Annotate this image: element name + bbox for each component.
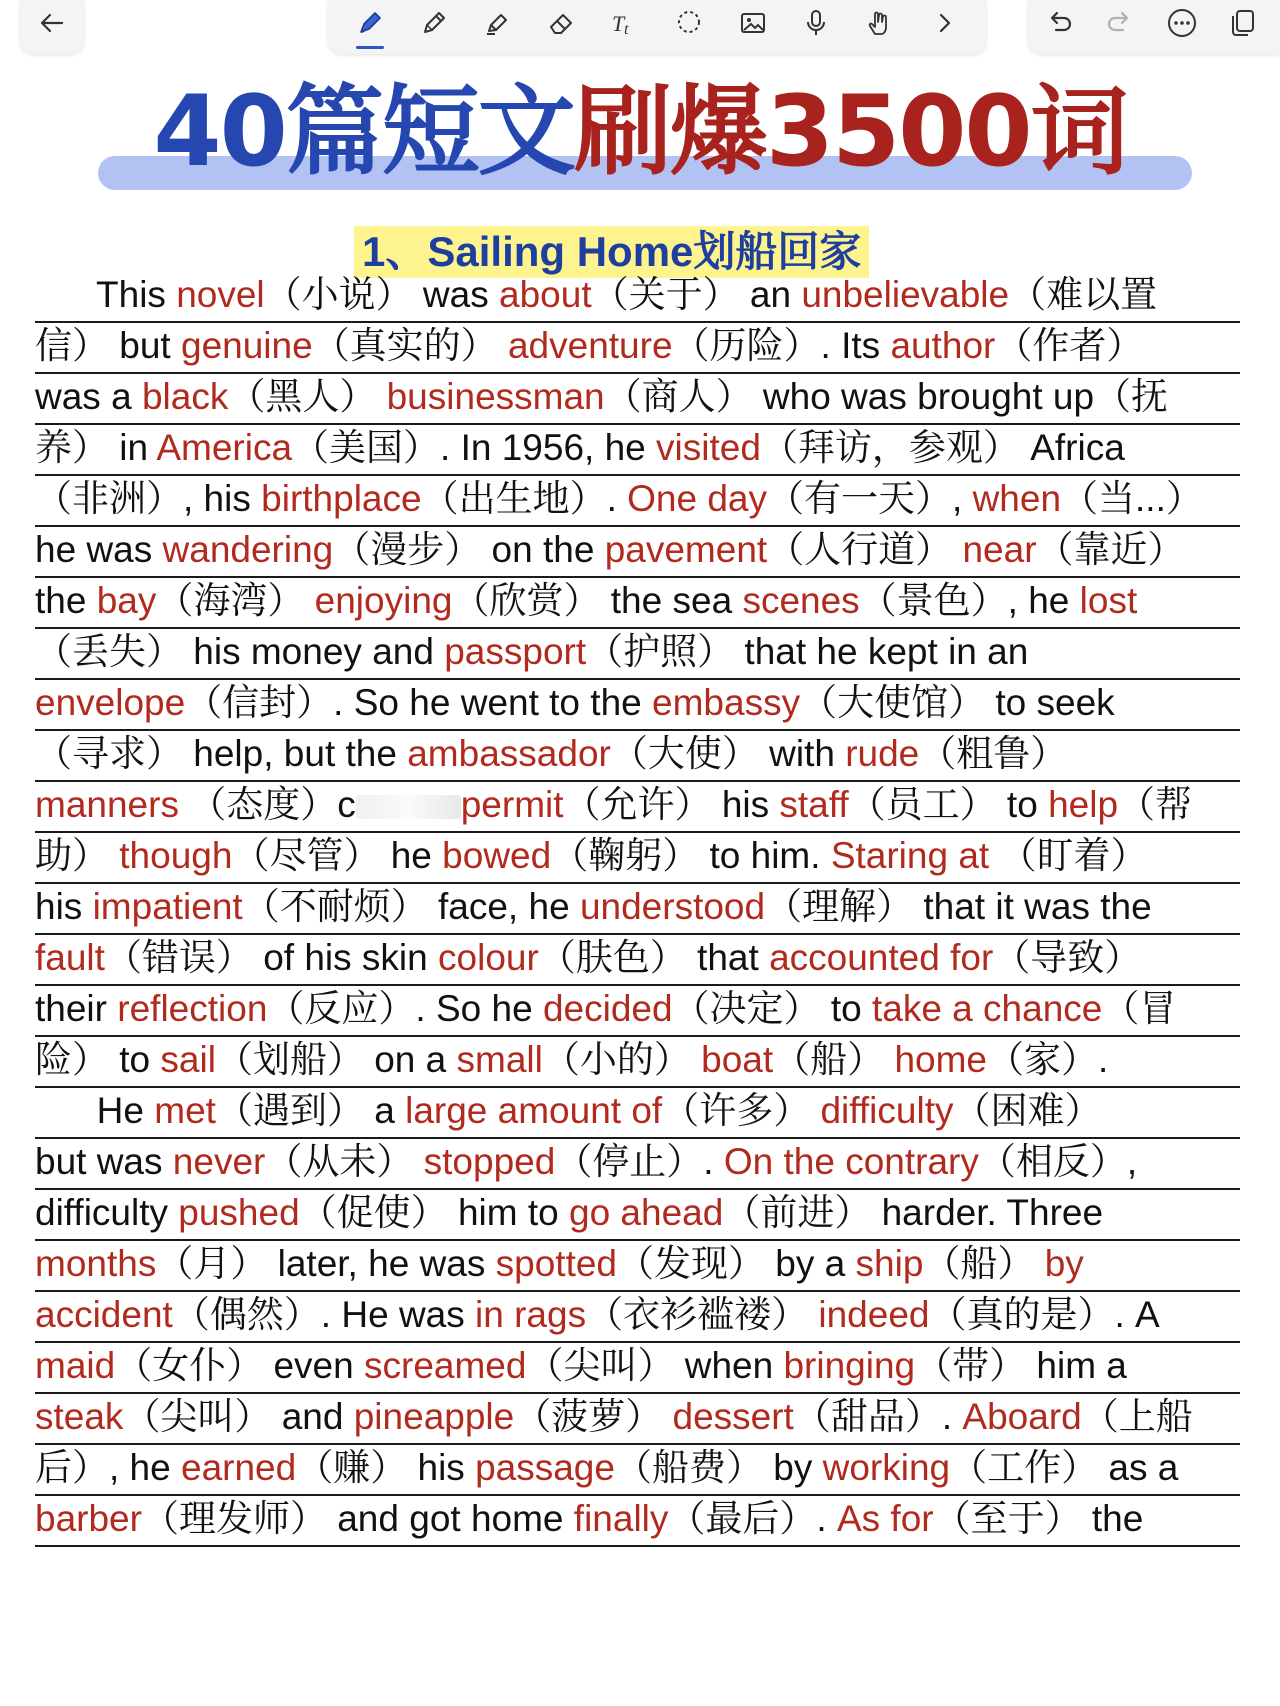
redo-icon[interactable] — [1100, 3, 1140, 43]
vocab-word: colour — [438, 937, 539, 978]
text-segment: （关于） an — [591, 274, 802, 315]
text-segment: （导致） — [993, 937, 1142, 978]
vocab-word: manners — [35, 784, 179, 825]
text-line — [35, 930, 1240, 986]
text-line — [35, 1287, 1240, 1343]
text-segment: （历险）. Its — [672, 325, 891, 366]
vocab-word: lost — [1079, 580, 1138, 621]
text-segment: （女仆） even — [115, 1345, 364, 1386]
text-segment: but was — [35, 1141, 173, 1182]
text-segment: （困难） — [953, 1090, 1102, 1131]
text-line — [35, 1083, 1240, 1139]
text-segment: （偶然）. He was — [172, 1294, 476, 1335]
vocab-word: dessert — [672, 1396, 794, 1437]
text-segment: （月） later, he was — [156, 1243, 496, 1284]
text-segment: （最后）. — [668, 1498, 837, 1539]
vocab-word: large amount of — [405, 1090, 663, 1131]
redacted-blur — [356, 795, 461, 819]
vocab-word: reflection — [117, 988, 268, 1029]
vocab-word: As for — [836, 1498, 934, 1539]
text-segment: （态度）c — [178, 784, 356, 825]
text-segment: （寻求） help, but the — [35, 733, 408, 774]
text-line — [35, 1440, 1240, 1496]
vocab-word: barber — [35, 1498, 142, 1539]
vocab-word: earned — [181, 1447, 297, 1488]
vocab-word: home — [894, 1039, 988, 1080]
toolbar-tools-group — [328, 0, 986, 54]
text-segment: （丢失） his money and — [35, 631, 445, 672]
vocab-word: pavement — [604, 529, 768, 570]
text-segment: （粗鲁） — [919, 733, 1068, 774]
text-segment: （盯着） — [989, 835, 1148, 876]
text-segment: （信封）. So he went to the — [185, 682, 653, 723]
vocab-word: ambassador — [407, 733, 611, 774]
vocab-word: never — [172, 1141, 266, 1182]
pencil-icon[interactable] — [414, 3, 454, 43]
text-segment: （大使馆） to seek — [800, 682, 1115, 723]
text-segment: （决定） to — [672, 988, 872, 1029]
vocab-word: met — [154, 1090, 216, 1131]
pen-icon[interactable] — [350, 3, 390, 43]
text-line — [35, 369, 1240, 425]
vocab-word: novel — [176, 274, 265, 315]
text-segment: （帮 — [1118, 784, 1193, 825]
text-segment: 信） but — [35, 325, 181, 366]
text-line — [35, 522, 1240, 578]
vocab-word: when — [972, 478, 1062, 519]
text-segment: （反应）. So he — [267, 988, 543, 1029]
microphone-icon[interactable] — [796, 3, 836, 43]
undo-icon[interactable] — [1039, 3, 1079, 43]
vocab-word: fault — [35, 937, 105, 978]
text-segment: （小的） — [542, 1039, 702, 1080]
vocab-word: pushed — [178, 1192, 300, 1233]
vocab-word: take a chance — [871, 988, 1103, 1029]
vocab-word: stopped — [423, 1141, 556, 1182]
text-segment: （海湾） — [156, 580, 315, 621]
text-line — [35, 1338, 1240, 1394]
vocab-word: bowed — [442, 835, 552, 876]
vocab-word: unbelievable — [801, 274, 1010, 315]
text-segment: （家）. — [987, 1039, 1109, 1080]
text-segment: （从未） — [265, 1141, 424, 1182]
lasso-icon[interactable] — [669, 3, 709, 43]
text-segment: （大使） with — [610, 733, 846, 774]
text-segment: （当...） — [1061, 478, 1203, 519]
text-segment: （漫步） on the — [333, 529, 605, 570]
text-line — [35, 624, 1240, 680]
text-segment: （船） — [773, 1039, 895, 1080]
text-segment: （理发师） and got home — [141, 1498, 574, 1539]
text-segment: （欣赏） the sea — [452, 580, 743, 621]
text-segment: （非洲）, his — [35, 478, 262, 519]
text-line — [35, 828, 1240, 884]
text-segment: （鞠躬） to him. — [551, 835, 831, 876]
svg-text:t: t — [624, 21, 629, 38]
text-line — [35, 879, 1240, 935]
vocab-word: difficulty — [820, 1090, 954, 1131]
text-segment: He — [35, 1090, 155, 1131]
text-segment: （许多） — [662, 1090, 821, 1131]
text-segment: （员工） to — [848, 784, 1049, 825]
vocab-word: adventure — [507, 325, 673, 366]
vocab-word: America — [156, 427, 293, 468]
page-title — [0, 72, 1280, 192]
text-segment: （促使） him to — [299, 1192, 569, 1233]
text-segment: （真实的） — [312, 325, 508, 366]
text-segment: （小说） was — [264, 274, 500, 315]
text-segment: their — [35, 988, 118, 1029]
vocab-word: boat — [701, 1039, 774, 1080]
text-segment: （船） — [923, 1243, 1045, 1284]
text-segment: （真的是）. A — [929, 1294, 1160, 1335]
highlighter-icon[interactable] — [477, 3, 517, 43]
text-segment: （尖叫） when — [526, 1345, 784, 1386]
vocab-word: genuine — [181, 325, 313, 366]
vocab-word: months — [35, 1243, 157, 1284]
vocab-word: in rags — [475, 1294, 587, 1335]
text-line — [35, 420, 1240, 476]
text-line — [35, 1389, 1240, 1445]
text-segment: （尖叫） and — [123, 1396, 354, 1437]
vocab-word: Aboard — [962, 1396, 1082, 1437]
vocab-word: bay — [96, 580, 157, 621]
text-segment: （作者） — [995, 325, 1144, 366]
vocab-word: finally — [573, 1498, 669, 1539]
vocab-word: envelope — [35, 682, 186, 723]
text-segment: 险） to — [35, 1039, 161, 1080]
vocab-word: scenes — [742, 580, 860, 621]
back-arrow-icon[interactable] — [32, 3, 72, 43]
vocab-word: author — [890, 325, 996, 366]
text-segment: （理解） that it was the — [765, 886, 1152, 927]
vocab-word: black — [141, 376, 229, 417]
text-segment: （船费） by — [614, 1447, 823, 1488]
vocab-word: Staring at — [830, 835, 990, 876]
vocab-word: accounted for — [769, 937, 994, 978]
text-segment: （前进） harder. Three — [723, 1192, 1104, 1233]
text-line — [35, 1185, 1240, 1241]
text-segment: （肤色） that — [538, 937, 770, 978]
text-segment: （上船 — [1081, 1396, 1193, 1437]
vocab-word: near — [962, 529, 1037, 570]
text-segment: （护照） that he kept in an — [586, 631, 1029, 672]
text-segment: （难以置 — [1009, 274, 1158, 315]
vocab-word: wandering — [162, 529, 334, 570]
text-segment: （美国）. In 1956, he — [292, 427, 657, 468]
vocab-word: staff — [779, 784, 849, 825]
text-line — [35, 675, 1240, 731]
text-line — [35, 981, 1240, 1037]
text-segment: 后）, he — [35, 1447, 181, 1488]
vocab-word: decided — [542, 988, 673, 1029]
vocab-word: embassy — [652, 682, 801, 723]
pages-icon[interactable] — [1223, 3, 1263, 43]
text-segment: （工作） as a — [950, 1447, 1179, 1488]
vocab-word: One day — [627, 478, 768, 519]
image-icon[interactable] — [733, 3, 773, 43]
more-options-icon[interactable] — [1162, 3, 1202, 43]
text-line — [35, 1032, 1240, 1088]
text-segment: （尽管） he — [232, 835, 443, 876]
text-segment: （允许） his — [563, 784, 780, 825]
text-segment: （相反）, — [978, 1141, 1138, 1182]
vocab-word: permit — [460, 784, 564, 825]
toolbar-right-group — [1028, 0, 1280, 54]
text-segment: （甜品）. — [793, 1396, 963, 1437]
vocab-word: accident — [35, 1294, 173, 1335]
vocab-word: working — [822, 1447, 951, 1488]
text-segment: （出生地）. — [421, 478, 628, 519]
text-segment: （冒 — [1102, 988, 1177, 1029]
vocab-word: passage — [475, 1447, 615, 1488]
vocab-word: steak — [35, 1396, 124, 1437]
vocab-word: maid — [35, 1345, 116, 1386]
text-segment: （商人） who was brought up（抚 — [604, 376, 1169, 417]
text-segment: 养） in — [35, 427, 157, 468]
vocab-word: sail — [160, 1039, 216, 1080]
svg-text:T: T — [612, 11, 625, 36]
vocab-word: passport — [444, 631, 587, 672]
text-segment: （衣衫褴褛） — [586, 1294, 819, 1335]
hand-touch-icon[interactable] — [860, 3, 900, 43]
text-segment: difficulty — [35, 1192, 179, 1233]
text-segment: 助） — [35, 835, 120, 876]
text-segment: （不耐烦） face, he — [242, 886, 580, 927]
vocab-word: ship — [855, 1243, 924, 1284]
vocab-word: businessman — [386, 376, 605, 417]
text-segment: （有一天）, — [767, 478, 973, 519]
vocab-word: On the contrary — [723, 1141, 979, 1182]
vocab-word: small — [456, 1039, 543, 1080]
vocab-word: screamed — [364, 1345, 527, 1386]
text-line — [35, 318, 1240, 374]
eraser-icon[interactable] — [541, 3, 581, 43]
vocab-word: spotted — [495, 1243, 618, 1284]
text-segment: （赚） his — [296, 1447, 476, 1488]
text-segment: （拜访，参观） Africa — [760, 427, 1125, 468]
text-tool-icon[interactable] — [605, 3, 645, 43]
vocab-word: visited — [656, 427, 761, 468]
vocab-word: understood — [579, 886, 766, 927]
title-part-red: 刷爆3500词 — [573, 75, 1127, 189]
vocab-word: rude — [845, 733, 920, 774]
title-part-blue: 40篇短文 — [153, 75, 574, 189]
text-segment: （黑人） — [228, 376, 387, 417]
text-segment: his — [35, 886, 93, 927]
text-segment: （景色）, he — [859, 580, 1080, 621]
text-segment: was a — [35, 376, 142, 417]
text-line — [35, 1134, 1240, 1190]
text-line — [35, 573, 1240, 629]
text-segment: （错误） of his skin — [104, 937, 439, 978]
text-line — [35, 471, 1240, 527]
vocab-word: birthplace — [261, 478, 422, 519]
vocab-word: enjoying — [314, 580, 453, 621]
text-segment: the — [35, 580, 97, 621]
text-segment: This — [35, 274, 177, 315]
text-segment: he was — [35, 529, 163, 570]
section-heading: 1、Sailing Home划船回家 — [354, 226, 869, 278]
text-segment: （至于） the — [933, 1498, 1144, 1539]
text-line — [35, 1236, 1240, 1292]
vocab-word: about — [499, 274, 592, 315]
vocab-word: pineapple — [353, 1396, 515, 1437]
note-page — [0, 54, 1280, 1706]
text-segment: （靠近） — [1036, 529, 1185, 570]
vocab-word: help — [1048, 784, 1119, 825]
text-line — [35, 777, 1240, 833]
text-segment: （人行道） — [767, 529, 963, 570]
toolbar-left-group — [20, 0, 84, 54]
text-line — [35, 1491, 1240, 1547]
text-segment: （停止）. — [555, 1141, 724, 1182]
text-segment: （带） him a — [915, 1345, 1127, 1386]
vocab-word: impatient — [92, 886, 243, 927]
vocab-word: though — [119, 835, 233, 876]
text-line — [35, 726, 1240, 782]
toolbar — [0, 0, 1280, 54]
vocab-word: bringing — [783, 1345, 916, 1386]
vocab-word: go ahead — [569, 1192, 724, 1233]
chevron-right-icon[interactable] — [924, 3, 964, 43]
vocab-word: indeed — [818, 1294, 930, 1335]
text-segment: （遇到） a — [215, 1090, 406, 1131]
text-segment: （划船） on a — [215, 1039, 457, 1080]
text-segment: （菠萝） — [514, 1396, 673, 1437]
text-segment: （发现） by a — [617, 1243, 856, 1284]
vocab-word: by — [1044, 1243, 1084, 1284]
text-line — [35, 267, 1240, 323]
